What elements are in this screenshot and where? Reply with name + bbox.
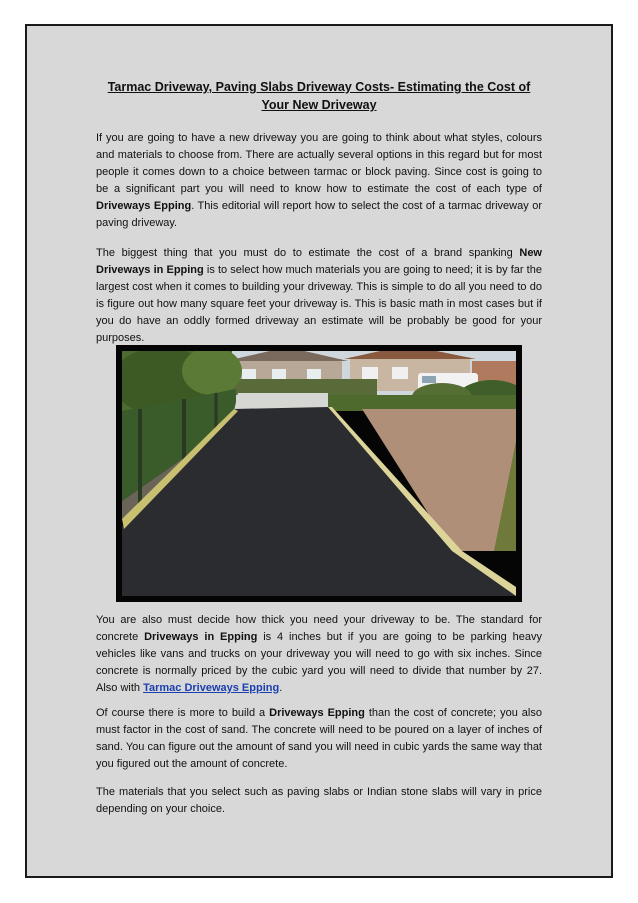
document-title: Tarmac Driveway, Paving Slabs Driveway Costs- Estimating the Cost of Your New Driveway: [107, 80, 531, 112]
driveway-photo: [116, 345, 522, 602]
paragraph-text: Of course there is more to build a: [96, 707, 270, 719]
paragraph-5: [96, 784, 542, 818]
paragraph-text: . This editorial will report how to select the cost of a tarmac driveway or paving driveway.: [96, 200, 542, 229]
paragraph-text: You are also must decide how thick you need your driveway to be. The standard for concrete: [96, 614, 542, 643]
paragraph-2: [96, 245, 542, 347]
paragraph-text: If you are going to have a new driveway you are going to think about what styles, colours and materials to choose from. There are actually several options in this regard but for most people it comes down to a choice between tarmac or block paving. Since cost is going to be a significant part you will need to know how to estimate the cost of each type of: [96, 132, 542, 195]
paragraph-text: than the cost of concrete; you also must factor in the cost of sand. The concrete will need to be poured on a layer of inches of sand. You can figure out the amount of sand you will need in cubic yards the same way that you figured out the amount of concrete.: [96, 707, 542, 770]
bold-keyword: Driveways Epping: [96, 200, 192, 212]
paragraph-1: [96, 130, 542, 232]
paragraph-text: The materials that you select such as paving slabs or Indian stone slabs will vary in price depending on your choice.: [96, 786, 542, 815]
tarmac-driveways-link[interactable]: Tarmac Driveways Epping: [143, 682, 280, 694]
bold-keyword: Driveways Epping: [269, 707, 365, 719]
bold-keyword: New Driveways in Epping: [96, 247, 542, 276]
paragraph-text: is to select how much materials you are going to need; it is by far the largest cost when it comes to building your driveway. This is simple to do all you need to do is figure out how many square feet your driveway is. This is basic math in most cases but if you do have an oddly formed driveway an estimate will be probably be good for your purposes.: [96, 264, 542, 344]
bold-keyword: Driveways in Epping: [144, 631, 258, 643]
paragraph-text: .: [279, 682, 283, 694]
paragraph-text: The biggest thing that you must do to estimate the cost of a brand spanking: [96, 247, 520, 259]
tarmac-driveway-image: [122, 351, 516, 596]
paragraph-3: [96, 612, 542, 697]
paragraph-text: is 4 inches but if you are going to be parking heavy vehicles like vans and trucks on your driveway you will need to go with six inches. Since concrete is normally priced by the cubic yard you will need to divide that number by 27. Also with: [96, 631, 542, 694]
paragraph-4: [96, 705, 542, 773]
